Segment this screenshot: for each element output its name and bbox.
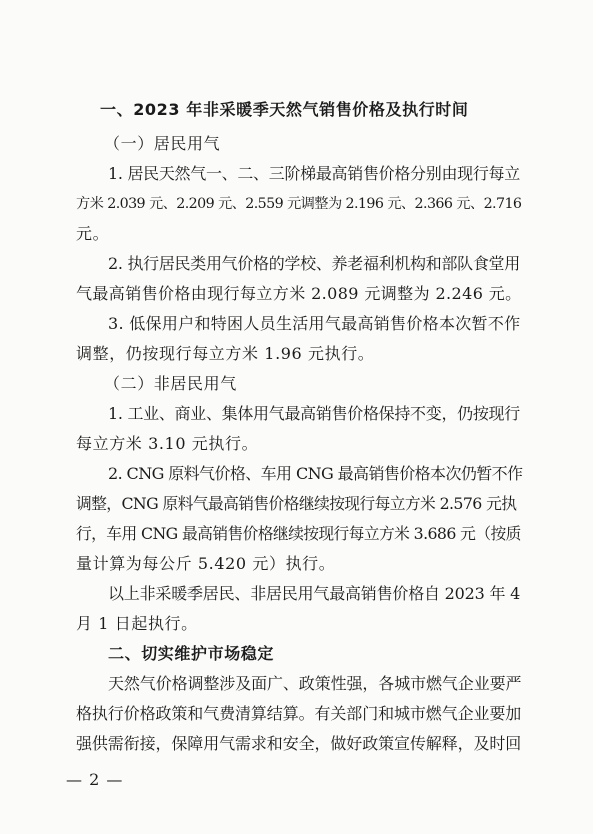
paragraph-line: 强供需衔接，保障用气需求和安全，做好政策宣传解释，及时回 <box>76 734 522 753</box>
paragraph-line: 1. 工业、商业、集体用气最高销售价格保持不变，仍按现行 <box>108 404 520 423</box>
paragraph-line: 天然气价格调整涉及面广、政策性强，各城市燃气企业要严 <box>108 674 522 693</box>
paragraph-line: 行，车用 CNG 最高销售价格继续按现行每立方米 3.686 元（按质 <box>76 524 521 543</box>
paragraph-line: 调整，CNG 原料气最高销售价格继续按现行每立方米 2.576 元执 <box>76 494 517 513</box>
paragraph-line: 3. 低保用户和特困人员生活用气最高销售价格本次暂不作 <box>108 314 521 333</box>
paragraph-line: 气最高销售价格由现行每立方米 2.089 元调整为 2.246 元。 <box>76 284 522 303</box>
paragraph-line: 调整，仍按现行每立方米 1.96 元执行。 <box>76 344 375 363</box>
page-number: — 2 — <box>66 770 124 789</box>
paragraph-line: 量计算为每公斤 5.420 元）执行。 <box>76 554 336 573</box>
paragraph-line: 2. 执行居民类用气价格的学校、养老福利机构和部队食堂用 <box>108 254 520 273</box>
subsection-heading-residential: （一）居民用气 <box>104 134 221 153</box>
paragraph-line: 以上非采暖季居民、非居民用气最高销售价格自 2023 年 4 <box>108 584 521 603</box>
paragraph-line: 1. 居民天然气一、二、三阶梯最高销售价格分别由现行每立 <box>108 164 520 183</box>
section-heading-1: 一、2023 年非采暖季天然气销售价格及执行时间 <box>100 100 469 119</box>
paragraph-line: 元。 <box>76 224 110 243</box>
subsection-heading-nonresidential: （二）非居民用气 <box>104 374 237 393</box>
paragraph-line: 2. CNG 原料气价格、车用 CNG 最高销售价格本次仍暂不作 <box>108 464 523 483</box>
section-heading-2: 二、切实维护市场稳定 <box>108 644 275 663</box>
paragraph-line: 月 1 日起执行。 <box>76 614 198 633</box>
paragraph-line: 格执行价格政策和气费清算结算。有关部门和城市燃气企业要加 <box>76 704 522 723</box>
paragraph-line: 方米 2.039 元、2.209 元、2.559 元调整为 2.196 元、2.366 元、2.716 <box>76 196 522 212</box>
paragraph-line: 每立方米 3.10 元执行。 <box>76 434 259 453</box>
